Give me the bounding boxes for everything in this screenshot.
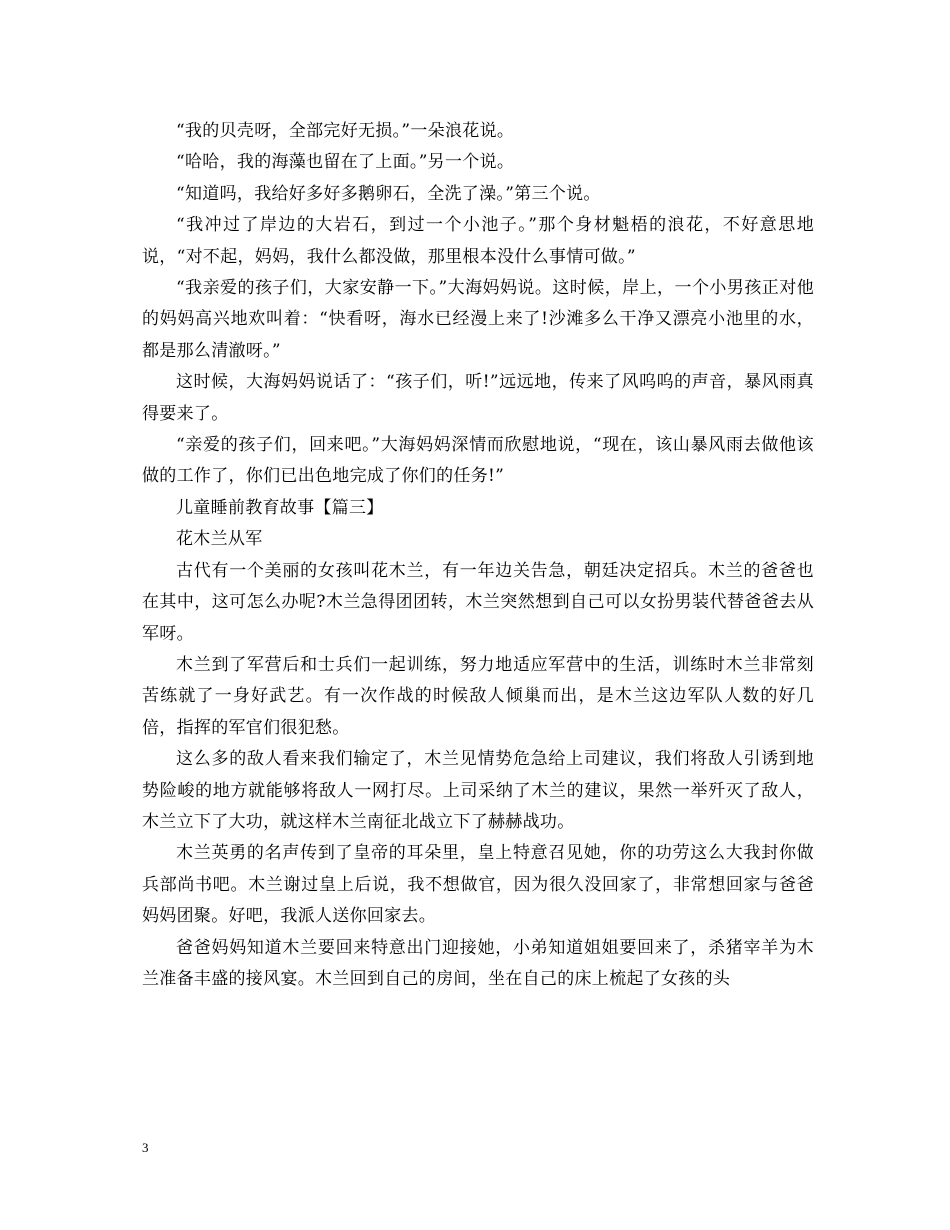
paragraph: 这么多的敌人看来我们输定了，木兰见情势危急给上司建议，我们将敌人引诱到地势险峻的地方就能够将敌人一网打尽。上司采纳了木兰的建议，果然一举歼灭了敌人，木兰立下了大功，就这样木兰南征北战立下了赫赫战功。 — [142, 749, 814, 832]
section-heading: 儿童睡前教育故事【篇三】 — [176, 497, 384, 518]
paragraph: 古代有一个美丽的女孩叫花木兰，有一年边关告急，朝廷决定招兵。木兰的爸爸也在其中，这可怎么办呢?木兰急得团团转，木兰突然想到自己可以女扮男装代替爸爸去从军呀。 — [142, 560, 814, 644]
page-number: 3 — [142, 1140, 149, 1155]
paragraph: “我的贝壳呀，全部完好无损。”一朵浪花说。 — [176, 121, 515, 141]
document-body — [142, 116, 814, 995]
paragraph: 木兰到了军营后和士兵们一起训练，努力地适应军营中的生活，训练时木兰非常刻苦练就了一身好武艺。有一次作战的时候敌人倾巢而出，是木兰这边军队人数的好几倍，指挥的军官们很犯愁。 — [142, 654, 814, 738]
paragraph: “知道吗，我给好多好多鹅卵石，全洗了澡。”第三个说。 — [176, 183, 601, 204]
paragraph: “哈哈，我的海藻也留在了上面。”另一个说。 — [176, 152, 515, 173]
paragraph: 这时候，大海妈妈说话了：“孩子们，听!”远远地，传来了风呜呜的声音，暴风雨真得要来了。 — [142, 372, 814, 424]
paragraph: 木兰英勇的名声传到了皇帝的耳朵里，皇上特意召见她，你的功劳这么大我封你做兵部尚书吧。木兰谢过皇上后说，我不想做官，因为很久没回家了，非常想回家与爸爸妈妈团聚。好吧，我派人送你回家去。 — [142, 843, 814, 927]
paragraph: “我冲过了岸边的大岩石，到过一个小池子。”那个身材魁梧的浪花，不好意思地说，“对不起，妈妈，我什么都没做，那里根本没什么事情可做。” — [142, 215, 814, 267]
paragraph: “我亲爱的孩子们，大家安静一下。”大海妈妈说。这时候，岸上，一个小男孩正对他的妈妈高兴地欢叫着：“快看呀，海水已经漫上来了!沙滩多么干净又漂亮小池里的水，都是那么清澈呀。” — [142, 278, 814, 361]
story-title: 花木兰从军 — [176, 529, 263, 550]
paragraph: 爸爸妈妈知道木兰要回来特意出门迎接她，小弟知道姐姐要回来了，杀猪宰羊为木兰准备丰盛的接风宴。木兰回到自己的房间，坐在自己的床上梳起了女孩的头 — [142, 937, 814, 989]
paragraph: “亲爱的孩子们，回来吧。”大海妈妈深情而欣慰地说，“现在，该山暴风雨去做他该做的工作了，你们已出色地完成了你们的任务!” — [142, 435, 814, 487]
